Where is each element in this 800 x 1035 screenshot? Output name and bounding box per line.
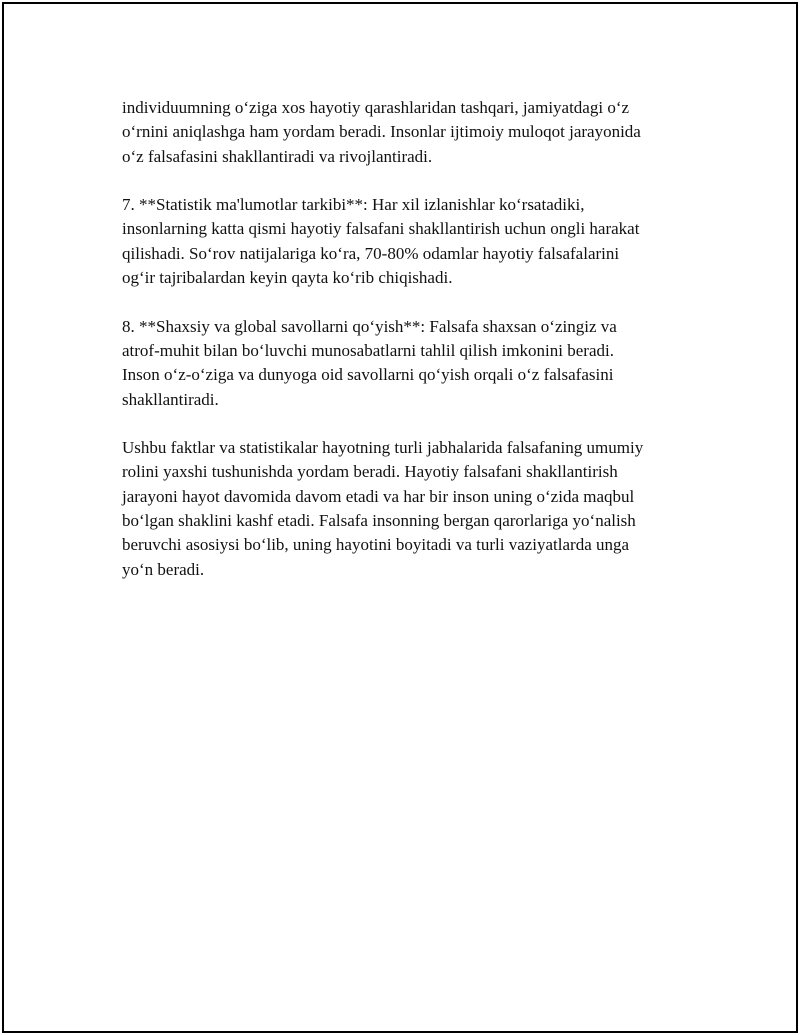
text-line: 8. **Shaxsiy va global savollarni qo‘yish**: Falsafa shaxsan o‘zingiz va [122, 316, 617, 336]
text-line: og‘ir tajribalardan keyin qayta ko‘rib chiqishadi. [122, 268, 453, 288]
text-line: yo‘n beradi. [122, 559, 205, 579]
text-line: atrof-muhit bilan bo‘luvchi munosabatlarni tahlil qilish imkonini beradi. [122, 340, 614, 360]
text-line: bo‘lgan shaklini kashf etadi. Falsafa insonning bergan qarorlariga yo‘nalish [122, 511, 636, 531]
text-line: beruvchi asosiysi bo‘lib, uning hayotini boyitadi va turli vaziyatlarda unga [122, 535, 630, 555]
document-body [122, 96, 702, 606]
text-line: 7. **Statistik ma'lumotlar tarkibi**: Har xil izlanishlar ko‘rsatadiki, [122, 195, 585, 215]
text-line: individuumning o‘ziga xos hayotiy qarashlaridan tashqari, jamiyatdagi o‘z [122, 98, 630, 117]
page-frame [2, 2, 798, 1033]
paragraph-item-8 [122, 315, 702, 412]
text-line: Ushbu faktlar va statistikalar hayotning turli jabhalarida falsafaning umumiy [122, 438, 644, 458]
text-line: qilishadi. So‘rov natijalariga ko‘ra, 70-80% odamlar hayotiy falsafalarini [122, 243, 620, 263]
text-line: shakllantiradi. [122, 389, 219, 409]
paragraph-conclusion [122, 436, 702, 582]
paragraph-item-7 [122, 193, 702, 290]
text-line: jarayoni hayot davomida davom etadi va har bir inson uning o‘zida maqbul [122, 486, 635, 506]
text-line: insonlarning katta qismi hayotiy falsafani shakllantirish uchun ongli harakat [122, 219, 640, 239]
text-line: o‘z falsafasini shakllantiradi va rivojlantiradi. [122, 146, 433, 166]
paragraph-intro-continuation [122, 96, 702, 169]
text-line: o‘rnini aniqlashga ham yordam beradi. Insonlar ijtimoiy muloqot jarayonida [122, 122, 641, 142]
text-line: rolini yaxshi tushunishda yordam beradi. Hayotiy falsafani shakllantirish [122, 462, 618, 482]
text-line: Inson o‘z-o‘ziga va dunyoga oid savollarni qo‘yish orqali o‘z falsafasini [122, 365, 614, 385]
